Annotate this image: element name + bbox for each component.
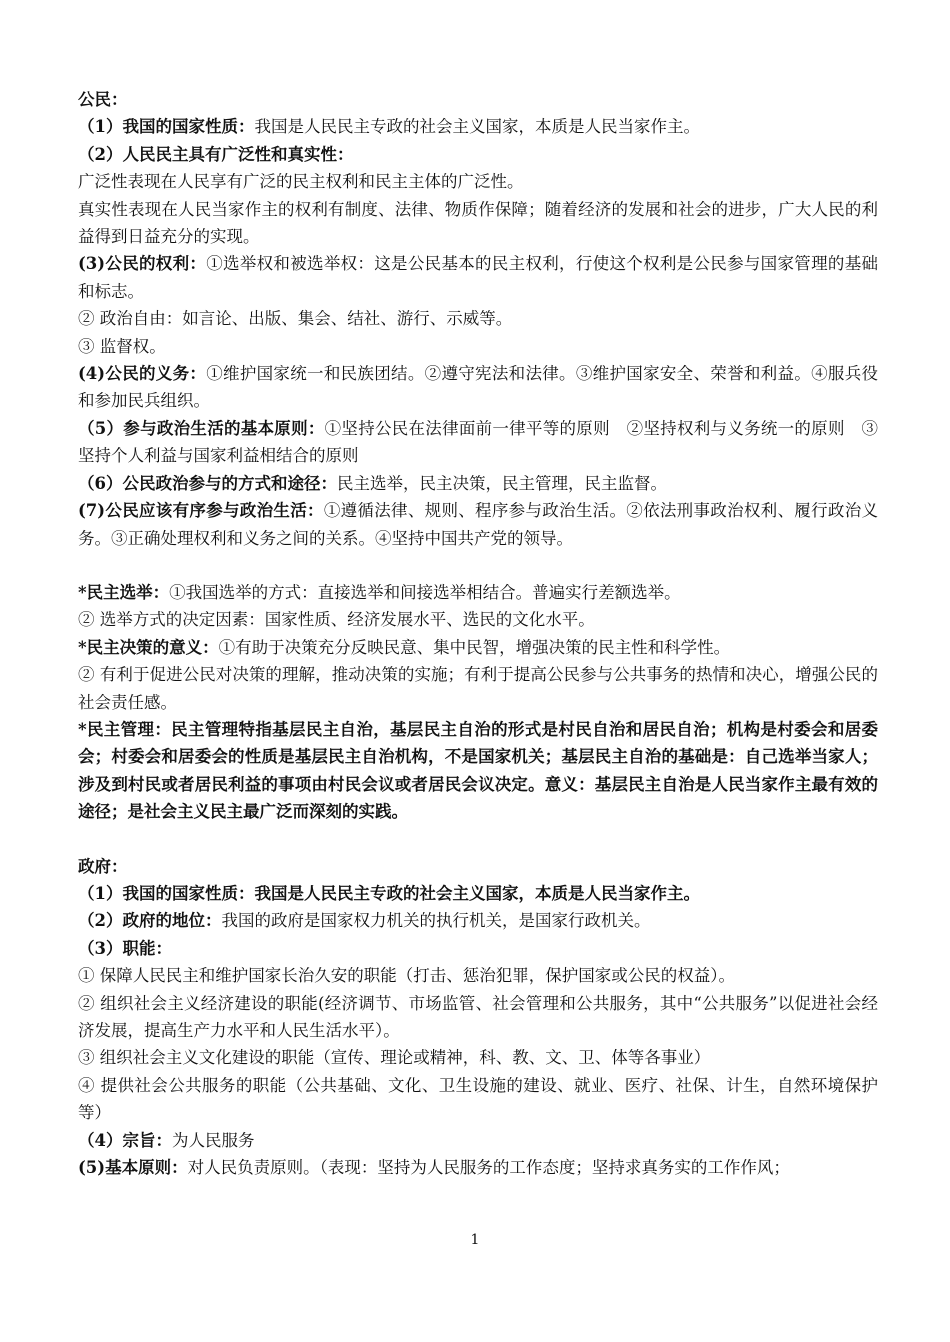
paragraph: [78, 470, 878, 497]
paragraph: ③ 监督权。: [78, 336, 166, 356]
paragraph: [78, 1154, 878, 1181]
section-government: [78, 853, 878, 1182]
paragraph-text: 我国的政府是国家权力机关的执行机关，是国家行政机关。: [221, 911, 651, 931]
paragraph: ④ 提供社会公共服务的职能（公共基础、文化、卫生设施的建设、就业、医疗、社保、计生，自然环境保护等）: [78, 1075, 878, 1123]
page-number: 1: [470, 1232, 480, 1248]
bold-label: （2）政府的地位：: [78, 911, 222, 931]
paragraph: （2）人民民主具有广泛性和真实性：: [78, 144, 354, 164]
paragraph: [78, 250, 878, 305]
bold-label: （6）公民政治参与的方式和途径：: [78, 473, 337, 493]
bold-label: (3)公民的权利：: [78, 254, 207, 274]
paragraph-text: ①我国选举的方式：直接选举和间接选举相结合。普遍实行差额选举。: [169, 582, 681, 602]
paragraph: [78, 360, 878, 415]
paragraph: [78, 497, 878, 552]
paragraph: （3）职能：: [78, 938, 172, 958]
bold-label: *民主选举：: [78, 582, 170, 602]
paragraph-text: 为人民服务: [171, 1130, 255, 1150]
paragraph: [78, 907, 878, 934]
bold-label: *民主决策的意义：: [78, 637, 219, 657]
paragraph-text: ①选举权和被选举权：这是公民基本的民主权利，行使这个权利是公民参与国家管理的基础和标志。: [78, 254, 878, 301]
blank-line: [78, 552, 878, 579]
paragraph: ② 选举方式的决定因素：国家性质、经济发展水平、选民的文化水平。: [78, 610, 595, 630]
paragraph: ② 政治自由：如言论、出版、集会、结社、游行、示威等。: [78, 309, 513, 329]
section-democracy: [78, 579, 878, 826]
paragraph: （1）我国的国家性质：我国是人民民主专政的社会主义国家，本质是人民当家作主。: [78, 883, 700, 903]
paragraph-text: 对人民负责原则。（表现：坚持为人民服务的工作态度；坚持求真务实的工作作风；: [187, 1158, 790, 1178]
paragraph: 广泛性表现在人民享有广泛的民主权利和民主主体的广泛性。: [78, 172, 524, 192]
document-page: [78, 86, 878, 1181]
paragraph: [78, 1127, 878, 1154]
paragraph-text: ①有助于决策充分反映民意、集中民智，增强决策的民主性和科学性。: [218, 637, 731, 657]
bold-label: (4)公民的义务：: [78, 364, 207, 384]
paragraph: [78, 634, 878, 661]
paragraph-text: ①维护国家统一和民族团结。②遵守宪法和法律。③维护国家安全、荣誉和利益。④服兵役和参加民兵组织。: [78, 364, 878, 411]
paragraph-text: 民主选举，民主决策，民主管理，民主监督。: [336, 473, 667, 493]
paragraph-text: ①遵循法律、规则、程序参与政治生活。②依法刑事政治权利、履行政治义务。③正确处理权利和义务之间的关系。④坚持中国共产党的领导。: [78, 501, 878, 548]
paragraph: ② 组织社会主义经济建设的职能(经济调节、市场监管、社会管理和公共服务，其中“公共服务”以促进社会经济发展，提高生产力水平和人民生活水平）。: [78, 993, 878, 1040]
blank-line: [78, 826, 878, 853]
bold-label: (5)基本原则：: [78, 1158, 188, 1178]
paragraph: [78, 579, 878, 606]
paragraph: 真实性表现在人民当家作主的权利有制度、法律、物质作保障；随着经济的发展和社会的进步，广大人民的利益得到日益充分的实现。: [78, 199, 878, 247]
paragraph: ② 有利于促进公民对决策的理解，推动决策的实施；有利于提高公民参与公共事务的热情和决心，增强公民的社会责任感。: [78, 665, 878, 712]
section-citizen: [78, 86, 878, 552]
paragraph: [78, 415, 878, 470]
bold-label: （5）参与政治生活的基本原则：: [78, 418, 325, 438]
bold-label: (7)公民应该有序参与政治生活：: [78, 501, 324, 521]
heading-citizen: 公民：: [78, 90, 128, 109]
paragraph: ① 保障人民民主和维护国家长治久安的职能（打击、惩治犯罪，保护国家或公民的权益）。: [78, 966, 735, 986]
paragraph-text: 我国是人民民主专政的社会主义国家，本质是人民当家作主。: [254, 117, 700, 137]
bold-label: （1）我国的国家性质：: [78, 117, 255, 137]
paragraph: *民主管理：民主管理特指基层民主自治，基层民主自治的形式是村民自治和居民自治；机构是村委会和居委会；村委会和居委会的性质是基层民主自治机构，不是国家机关；基层民主自治的基础是：自己选举当家人；涉及到村民或者居民利益的事项由村民会议或者居民会议决定。意义：基层民主自治是人民当家作主最有效的途径；是社会主义民主最广泛而深刻的实践。: [78, 719, 878, 822]
paragraph: ③ 组织社会主义文化建设的职能（宣传、理论或精神，科、教、文、卫、体等各事业）: [78, 1048, 711, 1068]
heading-government: 政府：: [78, 856, 128, 876]
paragraph: [78, 113, 878, 140]
bold-label: （4）宗旨：: [78, 1130, 172, 1150]
paragraph-text: ①坚持公民在法律面前一律平等的原则 ②坚持权利与义务统一的原则 ③坚持个人利益与国家利益相结合的原则: [78, 418, 879, 466]
